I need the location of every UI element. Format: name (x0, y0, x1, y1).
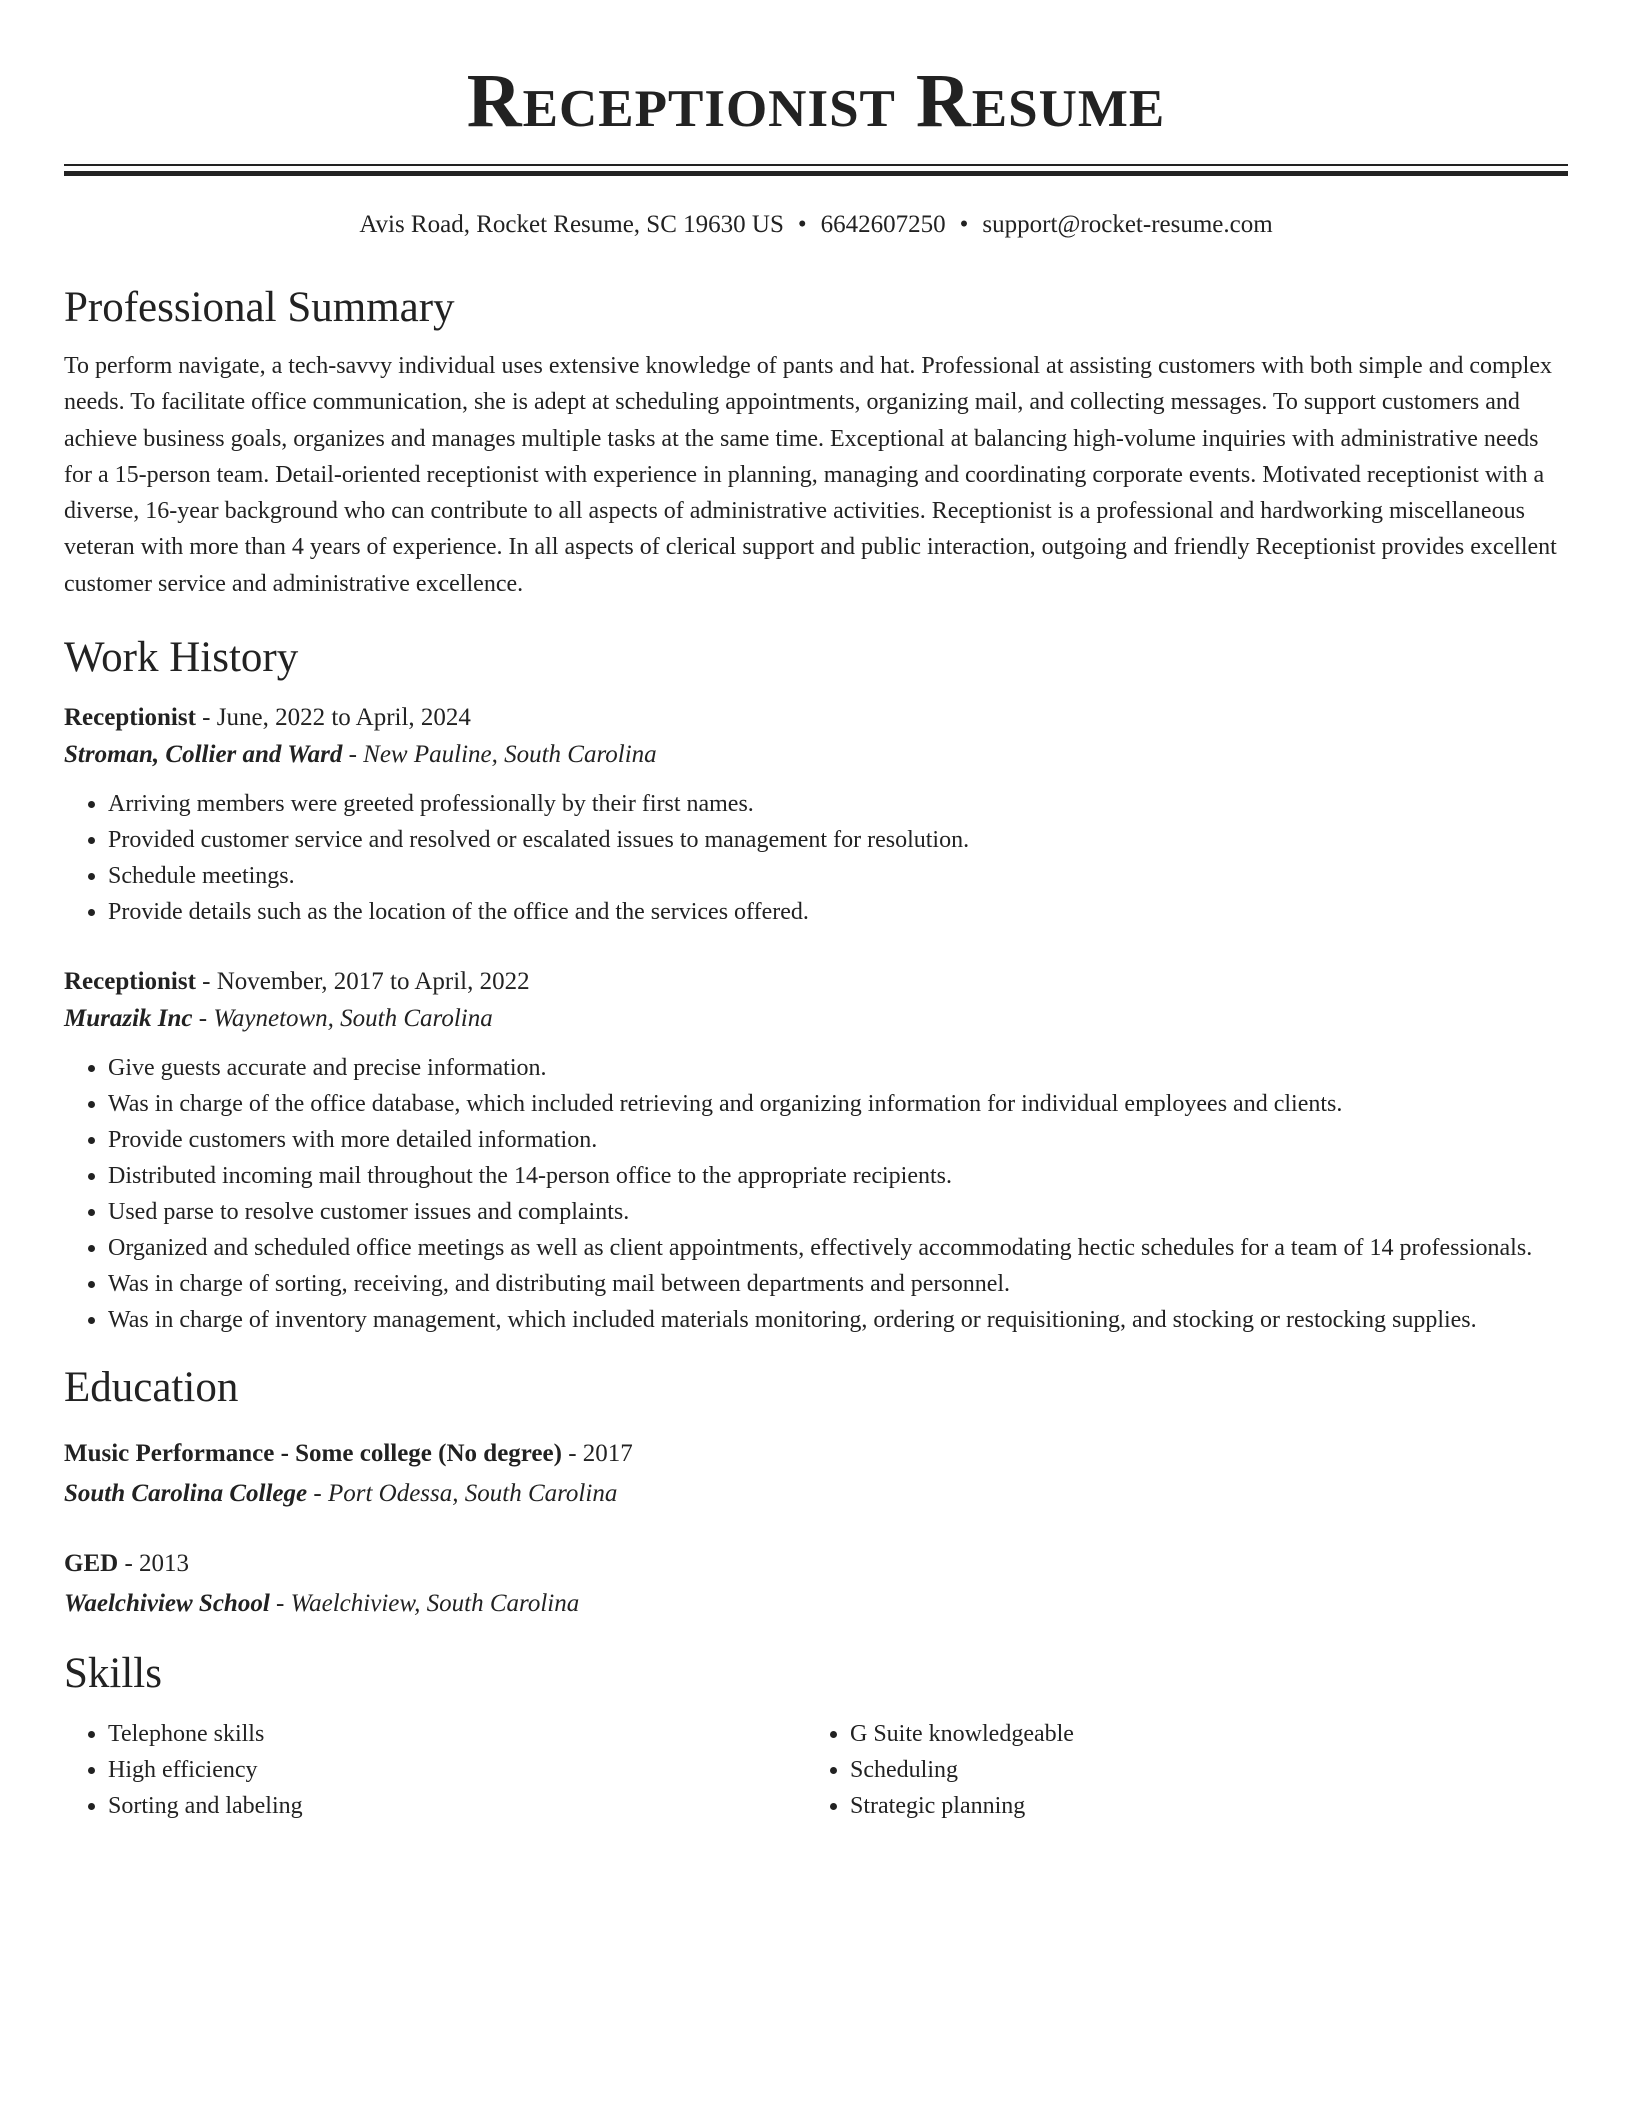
education-entry (64, 1434, 1568, 1514)
job-duty: • Used parse to resolve customer issues and complaints. (108, 1194, 1568, 1230)
job-company-line (64, 1000, 1568, 1038)
summary-text: To perform navigate, a tech-savvy individual uses extensive knowledge of pants and hat. Professional at assisting customers with both simple and complex needs. To facilitate office communication, she is adept at scheduling appointments, organizing mail, and collecting messages. To support customers and achieve business goals, organizes and manages multiple tasks at the same time. Exceptional at balancing high-volume inquiries with administrative needs for a 15-person team. Detail-oriented receptionist with experience in planning, managing and coordinating corporate events. Motivated receptionist with a diverse, 16-year background who can contribute to all aspects of administrative activities. Receptionist is a professional and hardworking miscellaneous veteran with more than 4 years of experience. In all aspects of clerical support and public interaction, outgoing and friendly Receptionist provides excellent customer service and administrative excellence. (64, 353, 1557, 597)
skill-item: • G Suite knowledgeable (850, 1716, 1548, 1752)
skills-heading: Skills (64, 1650, 162, 1698)
job-entry (64, 700, 1568, 930)
job-duty: • Arriving members were greeted professionally by their first names. (108, 786, 1568, 822)
contact-email: support@rocket-resume.com (982, 211, 1273, 238)
job-title-line (64, 700, 1568, 736)
job-duty: • Schedule meetings. (108, 858, 1568, 894)
job-entry (64, 964, 1568, 1338)
education-degree: Music Performance - Some college (No degree) (64, 1440, 562, 1468)
education-entry (64, 1544, 1568, 1624)
job-dates: - June, 2022 to April, 2024 (195, 704, 471, 732)
title-divider-thin (64, 164, 1568, 166)
skill-item: • Telephone skills (108, 1716, 806, 1752)
skills-list-right (806, 1716, 1548, 1824)
job-title-line (64, 964, 1568, 1000)
skill-item: • Sorting and labeling (108, 1788, 806, 1824)
title-divider-thick (64, 171, 1568, 176)
summary-heading: Professional Summary (64, 284, 455, 331)
education-year: - 2013 (118, 1550, 190, 1578)
job-role: Receptionist (64, 704, 196, 732)
job-duty: • Provide details such as the location of the office and the services offered. (108, 894, 1568, 930)
job-duties-list (64, 1050, 1568, 1338)
skills-columns (64, 1716, 1568, 1824)
contact-phone: 6642607250 (820, 211, 946, 238)
job-duty: • Organized and scheduled office meetings as well as client appointments, effectively accommodating hectic schedules for a team of 14 professionals. (108, 1230, 1568, 1266)
education-school-line (64, 1474, 1568, 1514)
job-location: - New Pauline, South Carolina (342, 741, 657, 769)
job-duty: • Distributed incoming mail throughout the 14-person office to the appropriate recipients. (108, 1158, 1568, 1194)
education-location: - Port Odessa, South Carolina (307, 1480, 618, 1508)
skills-list-left (64, 1716, 806, 1824)
job-duty: • Provide customers with more detailed information. (108, 1122, 1568, 1158)
contact-separator: • (797, 211, 807, 238)
education-degree-line (64, 1434, 1568, 1474)
job-company: Murazik Inc (64, 1005, 193, 1033)
contact-separator: • (959, 211, 969, 238)
skill-item: • High efficiency (108, 1752, 806, 1788)
contact-address: Avis Road, Rocket Resume, SC 19630 US (359, 211, 784, 238)
job-company-line (64, 736, 1568, 774)
job-duty: • Was in charge of the office database, which included retrieving and organizing information for individual employees and clients. (108, 1086, 1568, 1122)
work-history-heading: Work History (64, 634, 299, 682)
education-year: - 2017 (561, 1440, 633, 1468)
education-degree-line (64, 1544, 1568, 1584)
education-location: - Waelchiview, South Carolina (269, 1590, 580, 1618)
education-heading: Education (64, 1364, 239, 1412)
job-location: - Waynetown, South Carolina (192, 1005, 493, 1033)
contact-line (64, 208, 1568, 242)
job-duty: • Give guests accurate and precise information. (108, 1050, 1568, 1086)
job-dates: - November, 2017 to April, 2022 (195, 968, 530, 996)
job-duty: • Was in charge of inventory management, which included materials monitoring, ordering or requisitioning, and stocking or restocking supplies. (108, 1302, 1568, 1338)
job-duty: • Provided customer service and resolved or escalated issues to management for resolution. (108, 822, 1568, 858)
education-school-line (64, 1584, 1568, 1624)
education-school: Waelchiview School (64, 1590, 270, 1618)
skill-item: • Strategic planning (850, 1788, 1548, 1824)
job-duty: • Was in charge of sorting, receiving, and distributing mail between departments and personnel. (108, 1266, 1568, 1302)
education-degree: GED (64, 1550, 119, 1578)
education-school: South Carolina College (64, 1480, 308, 1508)
resume-title: Receptionist Resume (466, 59, 1166, 143)
skill-item: • Scheduling (850, 1752, 1548, 1788)
job-company: Stroman, Collier and Ward (64, 741, 343, 769)
job-duties-list (64, 786, 1568, 930)
job-role: Receptionist (64, 968, 196, 996)
